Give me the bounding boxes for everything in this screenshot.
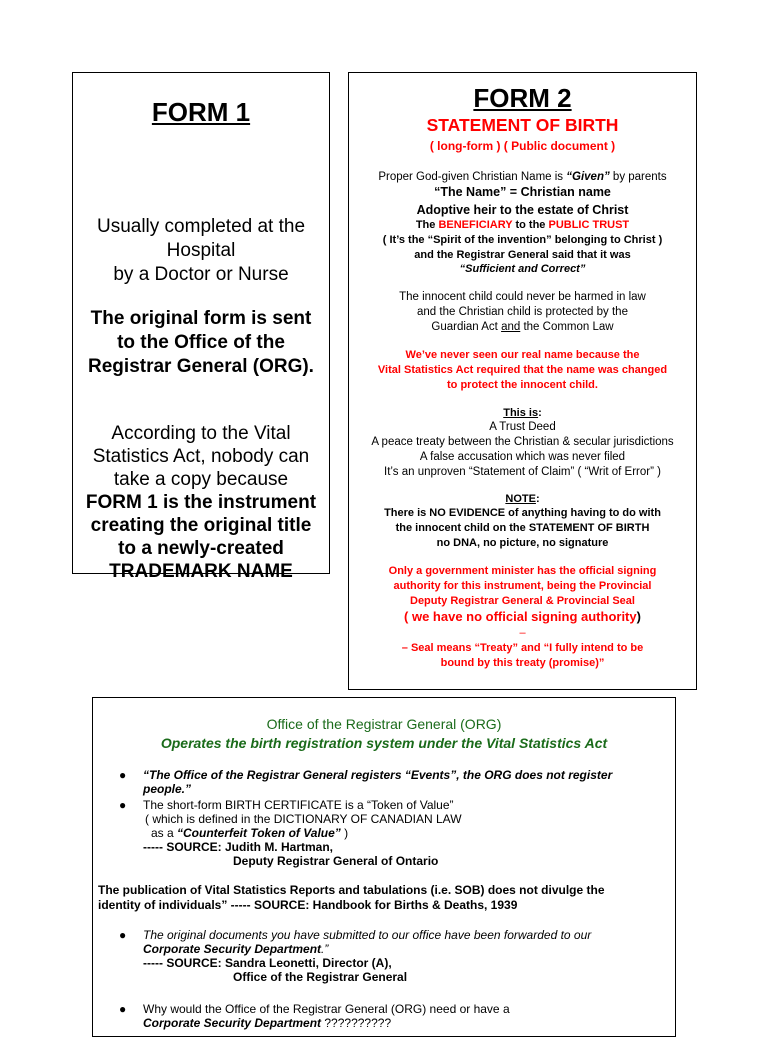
note-colon: : bbox=[535, 493, 540, 505]
form2-this-is-heading bbox=[349, 406, 696, 421]
never-seen-line: We’ve never seen our real name because the bbox=[405, 349, 640, 361]
form2-note-heading bbox=[349, 492, 696, 507]
never-seen-line: to protect the innocent child. bbox=[447, 379, 598, 391]
seal-line: – Seal means “Treaty” and “I fully intend to be bbox=[401, 642, 644, 654]
note-line: There is NO EVIDENCE of anything having to do with bbox=[384, 507, 661, 519]
form1-p1-line: Hospital bbox=[166, 240, 236, 261]
innocent-line: and the Christian child is protected by the bbox=[417, 306, 628, 318]
guardian-and: and bbox=[501, 321, 521, 333]
bullet1-line: “The Office of the Registrar General registers “Events”, the ORG does not register bbox=[143, 768, 613, 782]
as-close: ) bbox=[340, 826, 349, 840]
this-is-line: It’s an unproven “Statement of Claim” ( “Writ of Error” ) bbox=[384, 466, 661, 478]
org-bullet3-text bbox=[143, 928, 591, 984]
form2-beneficiary-line bbox=[349, 218, 696, 233]
innocent-line: The innocent child could never be harmed in law bbox=[399, 291, 646, 303]
note-line: no DNA, no picture, no signature bbox=[436, 537, 609, 549]
form2-dash: – bbox=[519, 627, 526, 639]
form2-minister-text bbox=[349, 564, 696, 609]
corp-security: Corporate Security Department bbox=[143, 942, 322, 956]
form1-p3-line: take a copy because bbox=[113, 469, 289, 490]
form1-p3-line: Statistics Act, nobody can bbox=[92, 446, 310, 467]
form1-p3-line: According to the Vital bbox=[111, 423, 291, 444]
form1-vital-statistics-text bbox=[73, 422, 329, 583]
given-word: “Given” bbox=[566, 171, 610, 183]
form2-seal-text bbox=[349, 641, 696, 671]
given-suffix: by parents bbox=[609, 171, 667, 183]
bullet3-line: The original documents you have submitted to our office have been forwarded to our bbox=[143, 928, 592, 942]
org-subheading: Operates the birth registration system under the Vital Statistics Act bbox=[160, 735, 608, 751]
note-line: the innocent child on the STATEMENT OF BIRTH bbox=[395, 522, 650, 534]
form2-subtitle2: ( long-form ) ( Public document ) bbox=[429, 139, 616, 153]
form2-registrar-line: and the Registrar General said that it was bbox=[414, 249, 631, 261]
bullet3-source: ----- SOURCE: Sandra Leonetti, Director (A), bbox=[143, 956, 392, 970]
form1-p1-line: by a Doctor or Nurse bbox=[113, 264, 289, 285]
given-prefix: Proper God-given Christian Name is bbox=[378, 171, 567, 183]
form1-title: FORM 1 bbox=[151, 97, 251, 127]
form1-p2-line: Registrar General (ORG). bbox=[88, 356, 314, 377]
org-heading: Office of the Registrar General (ORG) bbox=[266, 716, 502, 732]
publication-line: The publication of Vital Statistics Reports and tabulations (i.e. SOB) does not divulge the bbox=[98, 883, 605, 897]
bullet3-source2: Office of the Registrar General bbox=[233, 970, 408, 984]
never-seen-line: Vital Statistics Act required that the name was changed bbox=[377, 364, 668, 376]
form2-innocent-text bbox=[349, 290, 696, 335]
this-is-line: A peace treaty between the Christian & secular jurisdictions bbox=[371, 436, 674, 448]
form2-never-seen-text bbox=[349, 348, 696, 393]
corp-security: Corporate Security Department bbox=[143, 1016, 322, 1030]
note-label: NOTE bbox=[505, 493, 536, 505]
form2-spirit-line: ( It’s the “Spirit of the invention” belonging to Christ ) bbox=[382, 234, 663, 246]
form1-box bbox=[72, 72, 330, 582]
minister-line: Deputy Registrar General & Provincial Seal bbox=[410, 595, 635, 607]
question-marks: ?????????? bbox=[321, 1016, 392, 1030]
minister-line: authority for this instrument, being the Provincial bbox=[393, 580, 652, 592]
no-authority-close: ) bbox=[636, 609, 641, 624]
form2-this-is-list bbox=[349, 420, 696, 480]
org-bullet2-text bbox=[143, 798, 462, 868]
form1-p3-bold-line: to a newly-created bbox=[118, 538, 284, 559]
form2-box bbox=[348, 72, 697, 690]
bullet3-corp-line bbox=[143, 942, 591, 956]
bullet-icon: ● bbox=[119, 928, 127, 942]
this-is-label: This is bbox=[503, 407, 539, 419]
form2-note-text bbox=[349, 506, 696, 551]
form1-p3-bold-line: creating the original title bbox=[90, 515, 312, 536]
form2-no-authority bbox=[349, 609, 696, 624]
bullet-icon: ● bbox=[119, 798, 127, 812]
bullet2-line: The short-form BIRTH CERTIFICATE is a “Token of Value” bbox=[143, 798, 454, 812]
bullet2-source2: Deputy Registrar General of Ontario bbox=[233, 854, 439, 868]
minister-line: Only a government minister has the official signing bbox=[388, 565, 657, 577]
as-a: as a bbox=[151, 826, 178, 840]
public-trust-word: PUBLIC TRUST bbox=[548, 219, 630, 231]
form1-p2-line: The original form is sent bbox=[90, 308, 312, 329]
counterfeit-token: “Counterfeit Token of Value” bbox=[177, 826, 341, 840]
form2-heir-line: Adoptive heir to the estate of Christ bbox=[416, 203, 629, 217]
form2-sufficient-line: “Sufficient and Correct” bbox=[459, 263, 586, 275]
guardian-prefix: Guardian Act bbox=[431, 321, 502, 333]
org-box bbox=[92, 697, 676, 1037]
form2-title: FORM 2 bbox=[473, 83, 572, 113]
this-is-colon: : bbox=[538, 407, 542, 419]
form1-original-sent-text bbox=[73, 307, 329, 379]
guardian-suffix: the Common Law bbox=[520, 321, 614, 333]
form1-p2-line: to the Office of the bbox=[117, 332, 285, 353]
bullet2-line: ( which is defined in the DICTIONARY OF CANADIAN LAW bbox=[145, 812, 462, 826]
this-is-line: A false accusation which was never filed bbox=[419, 451, 626, 463]
form1-p3-bold-line: FORM 1 is the instrument bbox=[85, 492, 317, 513]
bullet2-source: ----- SOURCE: Judith M. Hartman, bbox=[143, 840, 333, 854]
bullet-icon: ● bbox=[119, 1002, 127, 1016]
guardian-line bbox=[349, 320, 696, 335]
bullet4-corp-line bbox=[143, 1016, 510, 1030]
form1-completed-text bbox=[73, 215, 329, 287]
bullet2-as-line bbox=[143, 826, 462, 840]
corp-security-end: .” bbox=[321, 942, 329, 956]
benef-the: The bbox=[415, 219, 439, 231]
org-bullet4-text bbox=[143, 1002, 510, 1030]
bullet-icon: ● bbox=[119, 768, 127, 782]
beneficiary-word: BENEFICIARY bbox=[438, 219, 513, 231]
bullet1-line: people.” bbox=[143, 782, 192, 796]
org-bullet1-text bbox=[143, 768, 612, 796]
bullet4-line: Why would the Office of the Registrar General (ORG) need or have a bbox=[143, 1002, 510, 1016]
form2-name-line: “The Name” = Christian name bbox=[434, 185, 611, 199]
seal-line: bound by this treaty (promise)” bbox=[440, 657, 605, 669]
form2-subtitle: STATEMENT OF BIRTH bbox=[426, 115, 619, 135]
publication-line: identity of individuals” ----- SOURCE: Handbook for Births & Deaths, 1939 bbox=[98, 898, 518, 912]
no-authority-text: ( we have no official signing authority bbox=[404, 609, 637, 624]
benef-to: to the bbox=[512, 219, 549, 231]
this-is-line: A Trust Deed bbox=[489, 421, 556, 433]
org-publication-text bbox=[98, 883, 605, 913]
form1-p1-line: Usually completed at the bbox=[96, 216, 306, 237]
form1-p3-bold-line: TRADEMARK NAME bbox=[109, 561, 293, 582]
